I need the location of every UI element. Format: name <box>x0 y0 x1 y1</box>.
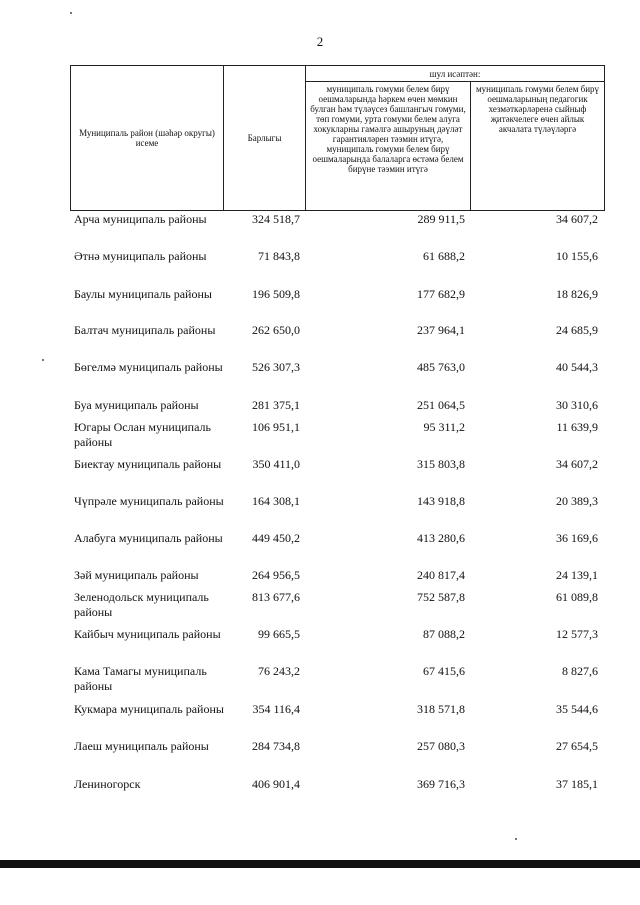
education-guarantee-value: 257 080,3 <box>417 739 465 753</box>
total-value: 354 116,4 <box>252 702 300 716</box>
class-teacher-payment-value: 12 577,3 <box>556 627 598 641</box>
scan-speck <box>42 359 44 361</box>
district-name: Баулы муниципаль районы <box>74 287 212 301</box>
class-teacher-payment-value: 24 685,9 <box>556 323 598 337</box>
education-guarantee-value: 95 311,2 <box>423 420 465 434</box>
district-name: Кама Тамагы муниципаль районы <box>74 664 207 693</box>
total-value: 813 677,6 <box>252 590 300 604</box>
header-municipality: Муниципаль район (шәһәр округы) исеме <box>70 65 224 211</box>
class-teacher-payment-value: 30 310,6 <box>556 398 598 412</box>
education-guarantee-value: 67 415,6 <box>423 664 465 678</box>
scan-speck <box>515 838 517 840</box>
education-guarantee-value: 61 688,2 <box>423 249 465 263</box>
district-name: Кайбыч муниципаль районы <box>74 627 221 641</box>
total-value: 281 375,1 <box>252 398 300 412</box>
district-name: Югары Ослан муниципаль районы <box>74 420 211 449</box>
total-value: 196 509,8 <box>252 287 300 301</box>
district-name: Кукмара муниципаль районы <box>74 702 224 716</box>
district-name: Зеленодольск муниципаль районы <box>74 590 209 619</box>
scan-edge-bar <box>0 860 640 868</box>
class-teacher-payment-value: 20 389,3 <box>556 494 598 508</box>
header-col3: муниципаль гомуми белем бирү оешмаларының педагогик хезмәткәрләренә сыйныф җитәкчелеге өчен айлык акчалата түләүләргә <box>470 81 605 211</box>
district-name: Алабуга муниципаль районы <box>74 531 223 545</box>
header-total: Барлыгы <box>223 65 306 211</box>
district-name: Лениногорск <box>74 777 141 791</box>
page-number: 2 <box>316 34 324 49</box>
total-value: 264 956,5 <box>252 568 300 582</box>
district-name: Чүпрәле муниципаль районы <box>74 494 224 508</box>
education-guarantee-value: 87 088,2 <box>423 627 465 641</box>
education-guarantee-value: 485 763,0 <box>417 360 465 374</box>
class-teacher-payment-value: 35 544,6 <box>556 702 598 716</box>
class-teacher-payment-value: 11 639,9 <box>556 420 598 434</box>
class-teacher-payment-value: 61 089,8 <box>556 590 598 604</box>
district-name: Балтач муниципаль районы <box>74 323 216 337</box>
total-value: 526 307,3 <box>252 360 300 374</box>
district-name: Әтнә муниципаль районы <box>74 249 207 263</box>
total-value: 406 901,4 <box>252 777 300 791</box>
total-value: 284 734,8 <box>252 739 300 753</box>
education-guarantee-value: 315 803,8 <box>417 457 465 471</box>
education-guarantee-value: 752 587,8 <box>417 590 465 604</box>
class-teacher-payment-value: 37 185,1 <box>556 777 598 791</box>
total-value: 262 650,0 <box>252 323 300 337</box>
total-value: 71 843,8 <box>258 249 300 263</box>
education-guarantee-value: 413 280,6 <box>417 531 465 545</box>
district-name: Зәй муниципаль районы <box>74 568 199 582</box>
class-teacher-payment-value: 8 827,6 <box>562 664 598 678</box>
scan-speck <box>70 12 72 14</box>
total-value: 164 308,1 <box>252 494 300 508</box>
education-guarantee-value: 289 911,5 <box>417 212 465 226</box>
education-guarantee-value: 251 064,5 <box>417 398 465 412</box>
total-value: 350 411,0 <box>252 457 300 471</box>
education-guarantee-value: 143 918,8 <box>417 494 465 508</box>
total-value: 449 450,2 <box>252 531 300 545</box>
header-col2: муниципаль гомуми белем бирү оешмаларында һәркем өчен мөмкин булган һәм түләүсез башлангыч гомуми, төп гомуми, урта гомуми белем алуга хокукларны гамәлгә ашыруның дәүләт гарантияләрен тәэмин итүгә, муниципаль гомуми белем бирү оешмаларында балаларга өстәмә белем бирүне тәэмин итүгә <box>305 81 471 211</box>
total-value: 106 951,1 <box>252 420 300 434</box>
district-name: Биектау муниципаль районы <box>74 457 222 471</box>
class-teacher-payment-value: 36 169,6 <box>556 531 598 545</box>
class-teacher-payment-value: 34 607,2 <box>556 457 598 471</box>
class-teacher-payment-value: 24 139,1 <box>556 568 598 582</box>
education-guarantee-value: 177 682,9 <box>417 287 465 301</box>
total-value: 76 243,2 <box>258 664 300 678</box>
total-value: 99 665,5 <box>258 627 300 641</box>
district-name: Арча муниципаль районы <box>74 212 207 226</box>
class-teacher-payment-value: 34 607,2 <box>556 212 598 226</box>
header-including: шул исәптән: <box>305 65 605 82</box>
education-guarantee-value: 240 817,4 <box>417 568 465 582</box>
class-teacher-payment-value: 10 155,6 <box>556 249 598 263</box>
district-name: Лаеш муниципаль районы <box>74 739 209 753</box>
class-teacher-payment-value: 18 826,9 <box>556 287 598 301</box>
district-name: Бөгелмә муниципаль районы <box>74 360 223 374</box>
education-guarantee-value: 318 571,8 <box>417 702 465 716</box>
total-value: 324 518,7 <box>252 212 300 226</box>
district-name: Буа муниципаль районы <box>74 398 199 412</box>
class-teacher-payment-value: 40 544,3 <box>556 360 598 374</box>
education-guarantee-value: 237 964,1 <box>417 323 465 337</box>
class-teacher-payment-value: 27 654,5 <box>556 739 598 753</box>
education-guarantee-value: 369 716,3 <box>417 777 465 791</box>
